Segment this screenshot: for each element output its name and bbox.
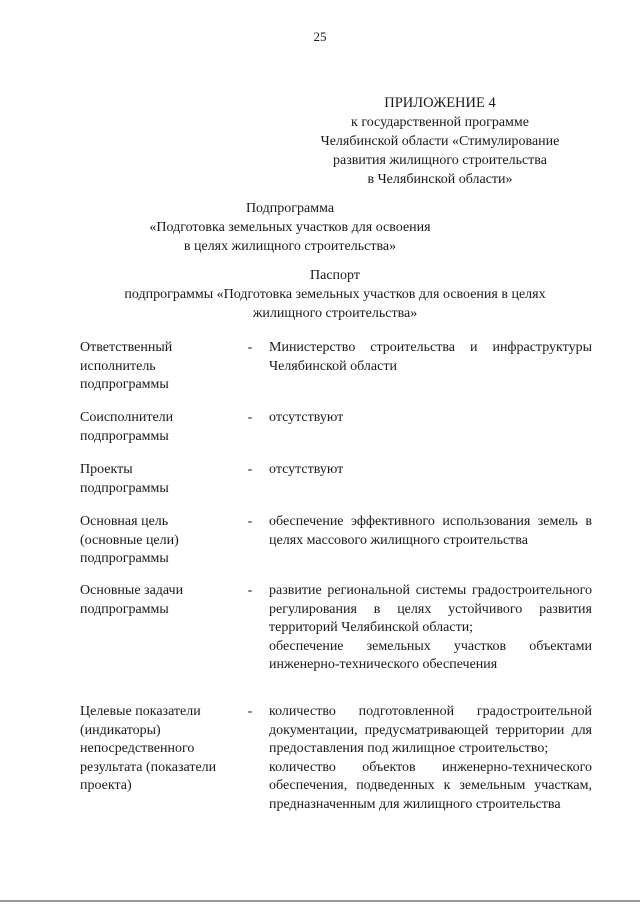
- row-value-paragraph: отсутствуют: [269, 410, 344, 425]
- row-value: [269, 513, 592, 550]
- row-label: [80, 703, 250, 796]
- row-value: [269, 409, 592, 428]
- subprogram-heading: [80, 199, 500, 256]
- row-label-line: подпрограммы: [80, 480, 169, 496]
- appendix-title: ПРИЛОЖЕНИЕ 4: [384, 95, 496, 111]
- row-value-paragraph: обеспечение земельных участков объектами инженерно-технического обеспечения: [269, 638, 592, 672]
- row-label-line: (основные цели): [80, 532, 179, 548]
- row-value-paragraph: отсутствуют: [269, 462, 344, 477]
- row-label-line: исполнитель: [80, 358, 156, 374]
- row-label-line: подпрограммы: [80, 377, 169, 392]
- row-label-line: Основные задачи: [80, 583, 184, 598]
- row-label-line: непосредственного: [80, 741, 195, 756]
- row-label: [80, 582, 250, 619]
- row-value: [269, 461, 592, 480]
- appendix-line: развития жилищного строительства: [333, 153, 547, 168]
- passport-heading: [80, 266, 590, 323]
- row-dash: -: [247, 514, 253, 529]
- row-dash: -: [247, 462, 253, 477]
- appendix-line: в Челябинской области»: [367, 172, 513, 187]
- row-label-line: подпрограммы: [80, 601, 169, 617]
- appendix-line: Челябинской области «Стимулирование: [320, 134, 560, 149]
- row-label: [80, 513, 250, 569]
- subprogram-line: в целях жилищного строительства»: [183, 239, 397, 254]
- row-value-paragraph: количество объектов инженерно-технического обеспечения, подведенных к земельным участкам, предназначенным для жилищного строительства: [269, 759, 592, 812]
- row-label-line: Проекты: [80, 462, 133, 477]
- row-label-line: Основная цель: [80, 514, 169, 529]
- row-label-line: проекта): [80, 778, 132, 793]
- row-dash: -: [247, 410, 253, 425]
- row-value-paragraph: развитие региональной системы градостроительного регулирования в целях устойчивого развития территорий Челябинской области;: [269, 583, 592, 635]
- row-label-line: Ответственный: [80, 340, 173, 355]
- row-value: [269, 703, 592, 814]
- subprogram-line: «Подготовка земельных участков для освоения: [149, 220, 431, 235]
- passport-line: жилищного строительства»: [252, 306, 418, 321]
- row-label: [80, 461, 250, 498]
- row-label-line: подпрограммы: [80, 428, 169, 444]
- row-label-line: Целевые показатели: [80, 704, 201, 719]
- appendix-line: к государственной программе: [351, 115, 529, 130]
- subprogram-line: Подпрограмма: [245, 201, 335, 216]
- row-label-line: Соисполнители: [80, 410, 174, 425]
- row-label: [80, 339, 250, 395]
- passport-line: Паспорт: [310, 268, 360, 283]
- row-value-paragraph: обеспечение эффективного использования земель в целях массового жилищного строительства: [269, 514, 592, 548]
- passport-line: подпрограммы «Подготовка земельных участков для освоения в целях: [124, 287, 546, 302]
- row-label: [80, 409, 250, 446]
- row-dash: -: [247, 704, 253, 719]
- page-number: 25: [313, 29, 327, 44]
- row-label-line: результата (показатели: [80, 759, 217, 775]
- row-value-paragraph: количество подготовленной градостроительной документации, предусматривающей территории для предоставления под жилищное строительство;: [269, 704, 592, 756]
- row-dash: -: [247, 340, 253, 355]
- row-value: [269, 339, 592, 376]
- row-value-paragraph: Министерство строительства и инфраструктуры Челябинской области: [269, 340, 592, 374]
- row-label-line: подпрограммы: [80, 551, 169, 566]
- row-value: [269, 582, 592, 675]
- scan-bottom-edge: [0, 900, 640, 902]
- row-label-line: (индикаторы): [80, 722, 161, 738]
- row-dash: -: [247, 583, 253, 598]
- appendix-heading: [290, 94, 590, 189]
